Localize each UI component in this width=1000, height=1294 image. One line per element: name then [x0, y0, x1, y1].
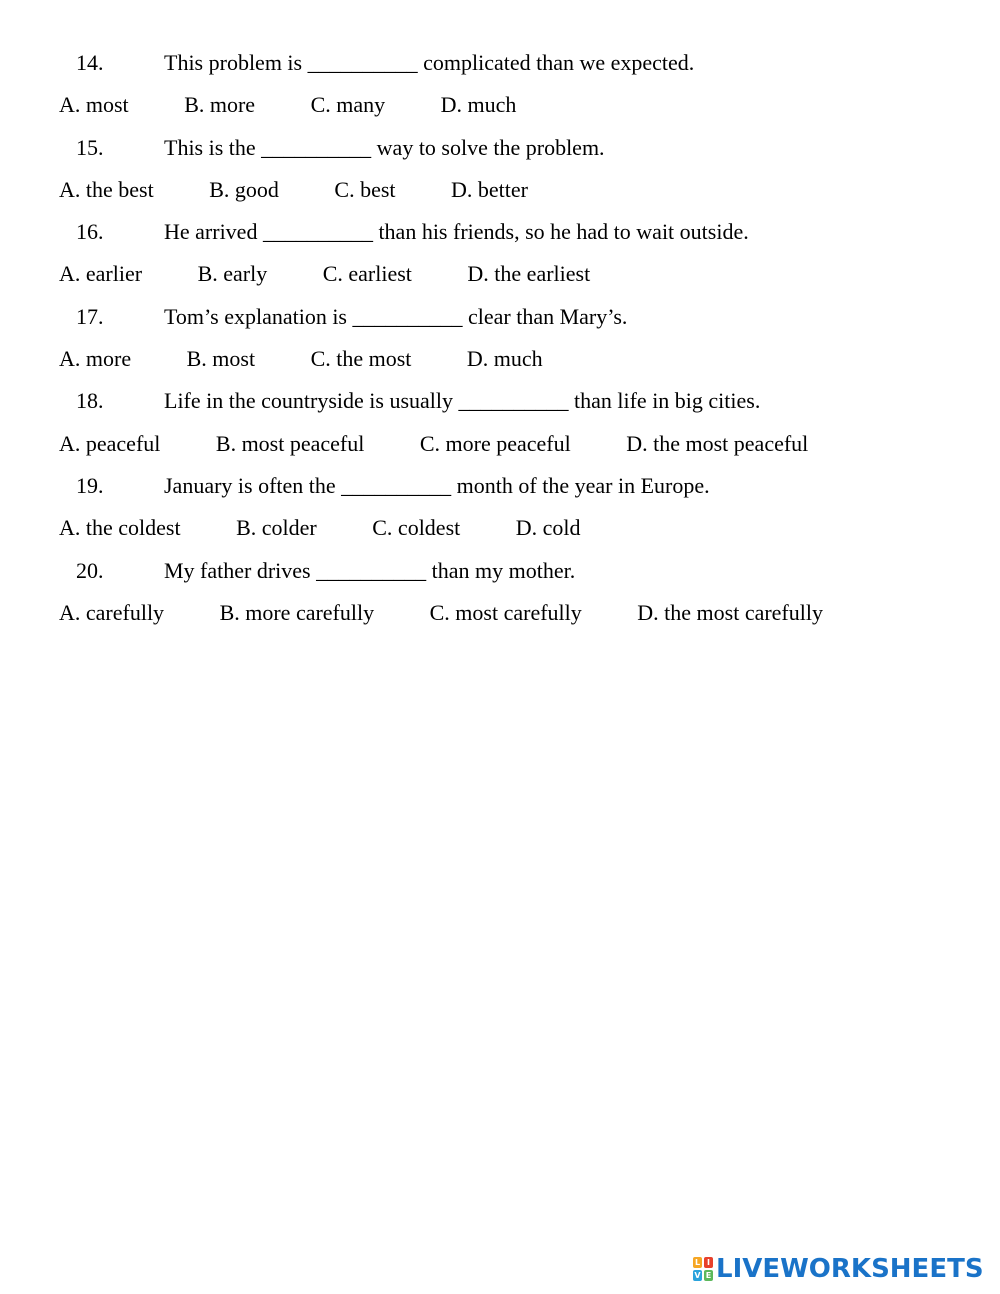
option-c[interactable]: C. more peaceful [419, 430, 571, 456]
logo-mark-icon [693, 1257, 713, 1281]
liveworksheets-logo[interactable] [693, 1254, 984, 1284]
logo-wordmark: LIVEWORKSHEETS [716, 1254, 984, 1284]
question-18 [0, 380, 1000, 422]
option-b[interactable]: B. colder [236, 515, 317, 541]
question-number: 14. [76, 50, 104, 75]
question-text: This problem is __________ complicated than we expected. [164, 50, 695, 75]
option-a[interactable]: A. peaceful [59, 430, 161, 456]
question-17 [0, 296, 1000, 338]
option-c[interactable]: C. most carefully [429, 599, 582, 625]
question-number: 20. [76, 557, 104, 583]
question-19 [0, 465, 1000, 507]
question-number: 15. [76, 134, 104, 160]
question-text: Tom’s explanation is __________ clear than Mary’s. [164, 303, 628, 329]
option-b[interactable]: B. early [197, 261, 268, 287]
option-d[interactable]: D. the earliest [467, 261, 591, 287]
question-number: 16. [76, 219, 104, 245]
option-a[interactable]: A. carefully [59, 599, 165, 625]
question-16 [0, 211, 1000, 253]
option-d[interactable]: D. the most peaceful [626, 430, 809, 456]
question-number: 19. [76, 472, 104, 498]
option-a[interactable]: A. more [59, 346, 132, 372]
option-a[interactable]: A. the coldest [59, 515, 181, 541]
logo-mark-cell: V [694, 1271, 701, 1280]
question-number: 17. [76, 303, 104, 329]
question-text: January is often the __________ month of the year in Europe. [164, 472, 710, 498]
question-14 [0, 42, 1000, 84]
option-c[interactable]: C. the most [310, 346, 412, 372]
question-text: He arrived __________ than his friends, so he had to wait outside. [164, 219, 749, 245]
worksheet [0, 42, 1000, 634]
option-a[interactable]: A. the best [59, 176, 154, 202]
option-b[interactable]: B. most [186, 346, 256, 372]
options-14 [0, 84, 1000, 126]
option-d[interactable]: D. much [440, 92, 517, 118]
option-d[interactable]: D. the most carefully [637, 599, 823, 625]
question-text: My father drives __________ than my mother. [164, 557, 576, 583]
question-number: 18. [76, 388, 104, 414]
option-c[interactable]: C. best [334, 176, 396, 202]
option-b[interactable]: B. more [184, 92, 256, 118]
option-b[interactable]: B. more carefully [219, 599, 375, 625]
question-text: This is the __________ way to solve the problem. [164, 134, 605, 160]
option-d[interactable]: D. much [466, 346, 543, 372]
options-17 [0, 338, 1000, 380]
option-c[interactable]: C. earliest [322, 261, 412, 287]
option-a[interactable]: A. most [59, 92, 129, 118]
question-20 [0, 550, 1000, 592]
question-15 [0, 127, 1000, 169]
options-18 [0, 423, 1000, 465]
option-a[interactable]: A. earlier [59, 261, 143, 287]
options-20 [0, 592, 1000, 634]
options-15 [0, 169, 1000, 211]
option-d[interactable]: D. better [451, 176, 528, 202]
option-c[interactable]: C. coldest [372, 515, 461, 541]
option-b[interactable]: B. most peaceful [215, 430, 365, 456]
question-text: Life in the countryside is usually __________ than life in big cities. [164, 388, 761, 414]
option-b[interactable]: B. good [209, 176, 279, 202]
option-c[interactable]: C. many [310, 92, 386, 118]
options-16 [0, 253, 1000, 295]
options-19 [0, 507, 1000, 549]
option-d[interactable]: D. cold [515, 515, 581, 541]
logo-mark-cell: E [705, 1271, 712, 1280]
logo-mark-cell: L [694, 1258, 701, 1267]
logo-mark-cell: I [704, 1257, 713, 1268]
